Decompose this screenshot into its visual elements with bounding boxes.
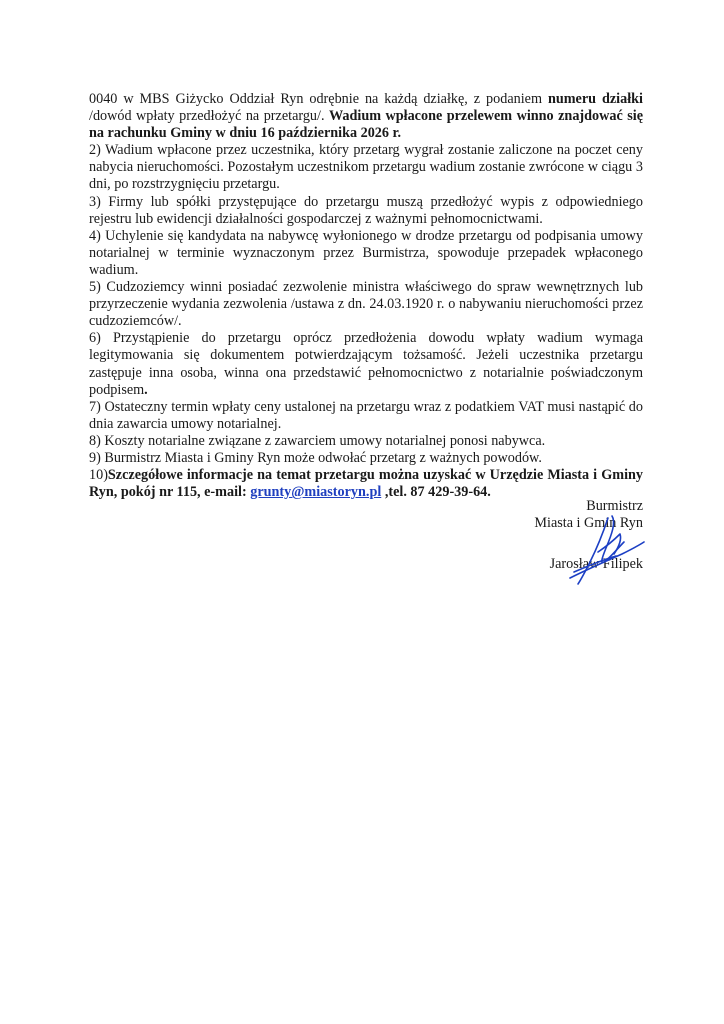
paragraph-text: Wadium wpłacone przelewem winno znajdować się na rachunku Gminy w dniu 16 października 2026 r. xyxy=(89,108,643,142)
paragraph-p9 xyxy=(89,450,643,467)
signatory-title: Burmistrz xyxy=(586,498,643,514)
paragraph-p8 xyxy=(89,433,643,450)
contact-phone: ,tel. 87 429-39-64. xyxy=(381,484,491,501)
paragraph-p5 xyxy=(89,279,643,330)
paragraph-text: 0040 w MBS Giżycko Oddział Ryn odrębnie na każdą działkę, z podaniem xyxy=(89,91,548,107)
paragraph-text: 5) Cudzoziemcy winni posiadać zezwolenie ministra właściwego do spraw wewnętrznych lub przyrzeczenie wydania zezwolenia /ustawa z dn. 24.03.1920 r. o nabywaniu nieruchomości przez cudzoziemców/. xyxy=(89,279,643,330)
paragraph-text: 4) Uchylenie się kandydata na nabywcę wyłonionego w drodze przetargu od podpisania umowy notarialnej w terminie wyznaczonym przez Burmistrza, spowoduje przepadek wpłaconego wadium. xyxy=(89,227,643,278)
paragraph-text: 9) Burmistrz Miasta i Gminy Ryn może odwołać przetarg z ważnych powodów. xyxy=(89,449,542,466)
paragraph-p7 xyxy=(89,399,643,433)
paragraph-text: 2) Wadium wpłacone przez uczestnika, który przetarg wygrał zostanie zaliczone na poczet ceny nabycia nieruchomości. Pozostałym uczestnikom przetargu wadium zostanie zwrócone w ciągu 3 dni, po rozstrzygnięciu przetargu. xyxy=(89,142,643,193)
paragraph-text: /dowód wpłaty przedłożyć na przetargu/. xyxy=(89,108,329,125)
paragraph-text: numeru działki xyxy=(547,91,643,107)
paragraph-p6 xyxy=(89,330,643,398)
paragraph-text: 8) Koszty notarialne związane z zawarciem umowy notarialnej ponosi nabywca. xyxy=(89,432,546,449)
handwritten-signature-icon xyxy=(560,512,650,590)
paragraph-list xyxy=(89,91,643,467)
contact-text: Szczegółowe informacje na temat przetargu można uzyskać w Urzędzie Miasta i Gminy Ryn, pokój nr 115, e-mail: xyxy=(89,467,643,501)
paragraph-p4 xyxy=(89,228,643,279)
signatory-name: Jarosław Filipek xyxy=(549,556,643,573)
document-body xyxy=(89,91,643,501)
paragraph-text: 6) Przystąpienie do przetargu oprócz przedłożenia dowodu wpłaty wadium wymaga legitymowania się dokumentem potwierdzającym tożsamość. Jeżeli uczestnika przetargu zastępuje inna osoba, winna ona przedstawić pełnomocnictwo z notarialnie poświadczonym podpisem xyxy=(89,330,643,398)
signatory-office: Miasta i Gmin Ryn xyxy=(534,515,643,532)
paragraph-p2 xyxy=(89,142,643,193)
paragraph-text: 7) Ostateczny termin wpłaty ceny ustalonej na przetargu wraz z podatkiem VAT musi nastąpić do dnia zawarcia umowy notarialnej. xyxy=(89,398,643,432)
contact-paragraph xyxy=(89,467,643,501)
paragraph-text: 3) Firmy lub spółki przystępujące do przetargu muszą przedłożyć wypis z odpowiedniego rejestru lub ewidencji działalności gospodarczej z ważnymi pełnomocnictwami. xyxy=(89,193,643,227)
paragraph-text: . xyxy=(144,381,148,398)
paragraph-p3 xyxy=(89,194,643,228)
email-link[interactable]: grunty@miastoryn.pl xyxy=(250,484,382,501)
contact-prefix: 10) xyxy=(89,467,108,484)
paragraph-p0 xyxy=(89,91,643,142)
